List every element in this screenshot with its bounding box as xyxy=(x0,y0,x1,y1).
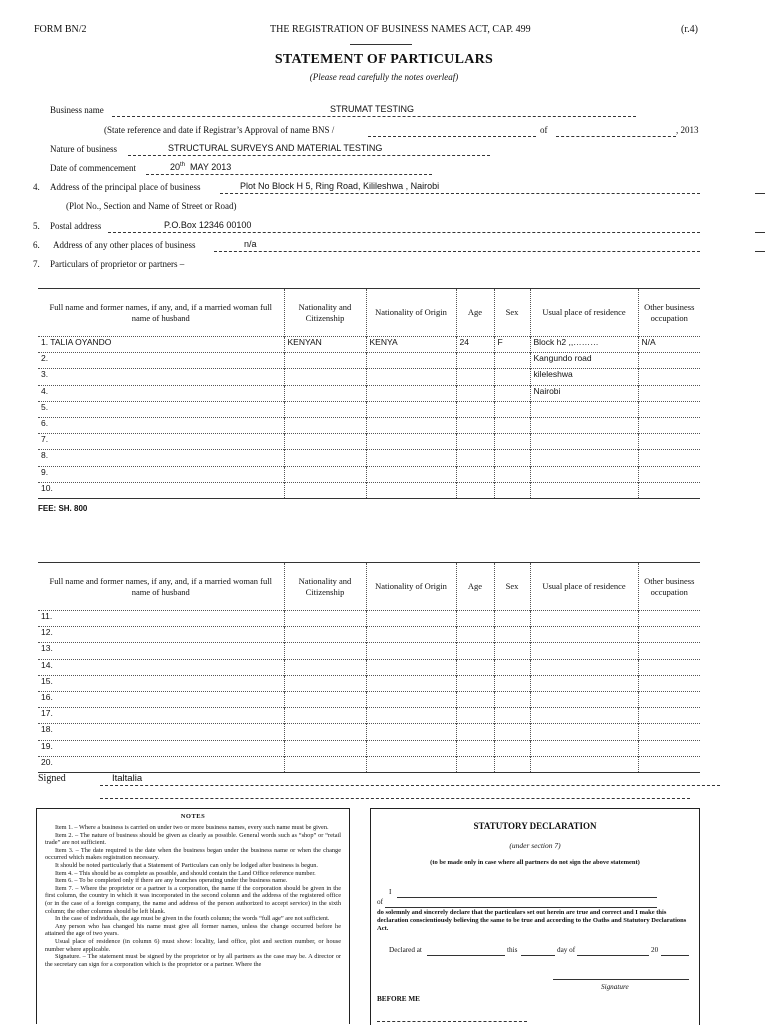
table-row xyxy=(38,708,700,724)
table-cell-age[interactable] xyxy=(456,627,494,643)
table-cell-occupation[interactable] xyxy=(638,724,700,740)
commencement-suffix: th xyxy=(180,162,186,168)
table-cell-sex[interactable] xyxy=(494,353,530,369)
notes-paragraph: Signature. – The statement must be signed by the proprietor or by all partners as the case may be. A director or the secretary can sign for a corporation which is the proprietor or a partner. Where the xyxy=(45,953,341,968)
col-header-occupation: Other business occupation xyxy=(638,289,700,337)
table-row xyxy=(38,450,700,466)
declaration-box xyxy=(370,808,700,1025)
table-cell-name[interactable]: 16. xyxy=(38,691,284,707)
table-cell-sex[interactable] xyxy=(494,627,530,643)
table-cell-residence[interactable]: Nairobi xyxy=(530,385,638,401)
col-header-nationality: Nationality and Citizenship xyxy=(284,563,366,611)
table-cell-age[interactable] xyxy=(456,643,494,659)
table-cell-residence[interactable] xyxy=(530,724,638,740)
table-cell-age[interactable] xyxy=(456,756,494,772)
table-cell-age[interactable] xyxy=(456,675,494,691)
table-cell-residence[interactable] xyxy=(530,659,638,675)
table-cell-origin[interactable] xyxy=(366,756,456,772)
table-cell-sex[interactable] xyxy=(494,756,530,772)
table-cell-sex[interactable] xyxy=(494,740,530,756)
table-cell-age[interactable] xyxy=(456,659,494,675)
table-cell-nationality[interactable] xyxy=(284,450,366,466)
table-cell-residence[interactable] xyxy=(530,740,638,756)
table-cell-sex[interactable] xyxy=(494,708,530,724)
col-header-name: Full name and former names, if any, and, if a married woman full name of husband xyxy=(49,301,272,323)
notes-paragraph: Item 3. – The date required is the date when the business began under the business name or when the change occurred which makes registration necessary. xyxy=(45,846,341,862)
fee-label: FEE: SH. 800 xyxy=(38,504,88,513)
table-cell-sex[interactable] xyxy=(494,643,530,659)
table-cell-residence[interactable]: Kangundo road xyxy=(530,353,638,369)
col-header-occupation: Other business occupation xyxy=(638,563,700,611)
notes-paragraph: Item 1. – Where a business is carried on under two or more business names, every such name must be given. xyxy=(55,824,329,831)
declaration-section: (under section 7) xyxy=(509,841,561,850)
table-cell-nationality[interactable] xyxy=(284,466,366,482)
declaration-instruction: (to be made only in case where all partners do not sign the above statement) xyxy=(430,859,640,866)
table-row xyxy=(38,353,700,369)
table-cell-sex[interactable] xyxy=(494,369,530,385)
partners-table-1 xyxy=(38,288,700,499)
table-row xyxy=(38,337,700,353)
notes-paragraph: Usual place of residence (in column 6) must show: locality, land office, plot and section number, or house number where applicable. xyxy=(45,937,341,953)
table-cell-residence[interactable] xyxy=(530,756,638,772)
table-cell-name[interactable]: 17. xyxy=(38,708,284,724)
table-cell-nationality[interactable] xyxy=(284,482,366,498)
table-cell-nationality[interactable] xyxy=(284,434,366,450)
table-cell-origin[interactable] xyxy=(366,401,456,417)
table-row xyxy=(38,643,700,659)
declaration-i-label: I xyxy=(389,888,392,896)
table-cell-nationality[interactable] xyxy=(284,385,366,401)
table-row xyxy=(38,691,700,707)
postal-number: 5. xyxy=(33,221,40,231)
table-row xyxy=(38,466,700,482)
table-cell-nationality[interactable] xyxy=(284,627,366,643)
table-row xyxy=(38,627,700,643)
table-cell-origin[interactable]: KENYA xyxy=(366,337,456,353)
declaration-title: STATUTORY DECLARATION xyxy=(473,821,597,831)
table-cell-name[interactable]: 11. xyxy=(38,611,284,627)
before-me-label: BEFORE ME xyxy=(377,995,420,1003)
table-cell-residence[interactable] xyxy=(530,643,638,659)
table-cell-nationality[interactable]: KENYAN xyxy=(284,337,366,353)
table-cell-sex[interactable] xyxy=(494,611,530,627)
other-places-number: 6. xyxy=(33,240,40,250)
table-cell-nationality[interactable] xyxy=(284,353,366,369)
table-cell-sex[interactable] xyxy=(494,450,530,466)
table-cell-occupation[interactable] xyxy=(638,691,700,707)
table-cell-sex[interactable] xyxy=(494,385,530,401)
table-cell-occupation[interactable] xyxy=(638,740,700,756)
col-header-nationality: Nationality and Citizenship xyxy=(284,289,366,337)
notes-paragraph: Item 7. – Where the proprietor or a partner is a corporation, the name if the corporation should be given in the first column, the country in which it was incorporated in the second column and the address of the registered office (or in the case of a foreign company, the name and address of the person authorized to accept service) in the sixth column; the other columns should be left blank. xyxy=(45,884,341,915)
table-row xyxy=(38,385,700,401)
table-cell-occupation[interactable] xyxy=(638,434,700,450)
other-places-label: Address of any other places of business xyxy=(53,240,196,250)
nature-label: Nature of business xyxy=(50,144,117,154)
table-cell-origin[interactable] xyxy=(366,740,456,756)
table-cell-origin[interactable] xyxy=(366,691,456,707)
notes-paragraph: It should be noted particularly that a Statement of Particulars can only be lodged after business is begun. xyxy=(55,861,318,869)
table-cell-age[interactable] xyxy=(456,611,494,627)
table-cell-nationality[interactable] xyxy=(284,740,366,756)
table-cell-occupation[interactable] xyxy=(638,450,700,466)
table-cell-age[interactable] xyxy=(456,434,494,450)
table-row xyxy=(38,369,700,385)
table-cell-residence[interactable] xyxy=(530,482,638,498)
table-cell-residence[interactable]: kileleshwa xyxy=(530,369,638,385)
notes-paragraph: In the case of individuals, the age must be given in the fourth column; the words “full age” are not sufficient. xyxy=(55,915,330,923)
table-cell-nationality[interactable] xyxy=(284,417,366,433)
table-row xyxy=(38,756,700,772)
rule-reference: (r.4) xyxy=(681,24,698,35)
table-cell-origin[interactable] xyxy=(366,385,456,401)
table-cell-nationality[interactable] xyxy=(284,369,366,385)
table-cell-name[interactable]: 5. xyxy=(38,401,284,417)
table-cell-name[interactable]: 20. xyxy=(38,756,284,772)
table-cell-occupation[interactable] xyxy=(638,385,700,401)
table-cell-sex[interactable] xyxy=(494,724,530,740)
day-of-label: day of xyxy=(557,946,576,954)
table-cell-occupation[interactable] xyxy=(638,675,700,691)
particulars-number: 7. xyxy=(33,259,40,269)
table-cell-residence[interactable] xyxy=(530,708,638,724)
col-header-origin: Nationality of Origin xyxy=(366,563,456,611)
col-header-name: Full name and former names, if any, and, if a married woman full name of husband xyxy=(49,575,272,597)
table-cell-residence[interactable] xyxy=(530,466,638,482)
table-cell-age[interactable] xyxy=(456,369,494,385)
table-cell-origin[interactable] xyxy=(366,450,456,466)
table-cell-residence[interactable] xyxy=(530,450,638,466)
notes-body xyxy=(45,824,341,968)
table-cell-sex[interactable] xyxy=(494,482,530,498)
notes-title: NOTES xyxy=(180,813,206,820)
particulars-label: Particulars of proprietor or partners – xyxy=(50,259,185,269)
postal-label: Postal address xyxy=(50,221,102,231)
table-cell-name[interactable]: 3. xyxy=(38,369,284,385)
table-cell-name[interactable]: 15. xyxy=(38,675,284,691)
table-cell-occupation[interactable] xyxy=(638,417,700,433)
table-cell-residence[interactable] xyxy=(530,675,638,691)
partners-table-2 xyxy=(38,562,700,773)
table-row xyxy=(38,417,700,433)
table-cell-name[interactable]: 7. xyxy=(38,434,284,450)
table-cell-age[interactable] xyxy=(456,385,494,401)
table-cell-origin[interactable] xyxy=(366,643,456,659)
table-row xyxy=(38,482,700,498)
table-cell-origin[interactable] xyxy=(366,659,456,675)
table-cell-age[interactable] xyxy=(456,708,494,724)
table-cell-origin[interactable] xyxy=(366,482,456,498)
year-label: 20 xyxy=(651,946,659,954)
table-row xyxy=(38,675,700,691)
table-cell-age[interactable] xyxy=(456,724,494,740)
table-cell-occupation[interactable] xyxy=(638,643,700,659)
table-cell-name[interactable]: 14. xyxy=(38,659,284,675)
table-cell-occupation[interactable] xyxy=(638,659,700,675)
table-cell-nationality[interactable] xyxy=(284,724,366,740)
signed-label: Signed xyxy=(38,773,66,784)
table-cell-origin[interactable] xyxy=(366,708,456,724)
table-cell-sex[interactable] xyxy=(494,466,530,482)
table-cell-sex[interactable] xyxy=(494,691,530,707)
form-number: FORM BN/2 xyxy=(34,24,87,35)
address-value[interactable]: Plot No Block H 5, Ring Road, Kilileshwa , Nairobi xyxy=(240,181,440,191)
table-cell-nationality[interactable] xyxy=(284,401,366,417)
nature-value[interactable]: STRUCTURAL SURVEYS AND MATERIAL TESTING xyxy=(168,143,383,153)
table-cell-name[interactable]: 4. xyxy=(38,385,284,401)
page-subtitle: (Please read carefully the notes overleaf) xyxy=(309,72,459,82)
table-cell-age[interactable] xyxy=(456,450,494,466)
business-name-value[interactable]: STRUMAT TESTING xyxy=(330,104,415,114)
table-cell-name[interactable]: 9. xyxy=(38,466,284,482)
commencement-value[interactable] xyxy=(170,162,231,172)
signature-label: Signature xyxy=(601,983,629,991)
reference-label: (State reference and date if Registrar’s Approval of name BNS / xyxy=(104,125,335,135)
table-cell-occupation[interactable] xyxy=(638,482,700,498)
table-cell-origin[interactable] xyxy=(366,466,456,482)
table-cell-nationality[interactable] xyxy=(284,691,366,707)
table-cell-sex[interactable]: F xyxy=(494,337,530,353)
table-cell-nationality[interactable] xyxy=(284,643,366,659)
table-cell-occupation[interactable] xyxy=(638,466,700,482)
table-cell-origin[interactable] xyxy=(366,627,456,643)
table-row xyxy=(38,740,700,756)
col-header-age: Age xyxy=(456,289,494,337)
table-cell-sex[interactable] xyxy=(494,417,530,433)
notes-paragraph: Item 2. – The nature of business should be given as clearly as possible. General words such as “shop” or “retail trade” are not sufficient. xyxy=(45,831,341,847)
table-cell-name[interactable]: 19. xyxy=(38,740,284,756)
table-cell-nationality[interactable] xyxy=(284,611,366,627)
table-cell-name[interactable]: 12. xyxy=(38,627,284,643)
table-cell-origin[interactable] xyxy=(366,417,456,433)
declaration-of-label: of xyxy=(377,898,383,906)
notes-paragraph: Any person who has changed his name must give all former names, unless the change occurred before he attained the age of two years. xyxy=(45,922,341,938)
commencement-day: 20 xyxy=(170,162,181,172)
address-label: Address of the principal place of business xyxy=(50,182,201,192)
table-cell-occupation[interactable] xyxy=(638,708,700,724)
table-cell-residence[interactable] xyxy=(530,417,638,433)
table-cell-nationality[interactable] xyxy=(284,659,366,675)
notes-paragraph: Item 6. – To be completed only if there are any branches operating under the business name. xyxy=(55,877,288,885)
table-cell-occupation[interactable] xyxy=(638,369,700,385)
table-row xyxy=(38,434,700,450)
reference-year: , 2013 xyxy=(676,125,699,135)
col-header-sex: Sex xyxy=(494,563,530,611)
signed-value[interactable]: Italtalia xyxy=(112,773,143,784)
table-cell-nationality[interactable] xyxy=(284,708,366,724)
table-cell-age[interactable] xyxy=(456,353,494,369)
col-header-sex: Sex xyxy=(494,289,530,337)
table-cell-residence[interactable] xyxy=(530,401,638,417)
table-row xyxy=(38,659,700,675)
table-cell-occupation[interactable]: N/A xyxy=(638,337,700,353)
postal-value[interactable]: P.O.Box 12346 00100 xyxy=(164,220,252,230)
table-row xyxy=(38,401,700,417)
col-header-residence: Usual place of residence xyxy=(530,563,638,611)
commencement-label: Date of commencement xyxy=(50,163,136,173)
table-cell-nationality[interactable] xyxy=(284,756,366,772)
declared-at-label: Declared at xyxy=(389,946,422,954)
table-cell-age[interactable] xyxy=(456,482,494,498)
table-cell-residence[interactable] xyxy=(530,611,638,627)
address-number: 4. xyxy=(33,182,40,192)
table-cell-residence[interactable] xyxy=(530,627,638,643)
table-cell-origin[interactable] xyxy=(366,434,456,450)
reference-of: of xyxy=(540,125,548,135)
table-cell-origin[interactable] xyxy=(366,369,456,385)
table-cell-sex[interactable] xyxy=(494,434,530,450)
table-cell-residence[interactable] xyxy=(530,434,638,450)
table-row xyxy=(38,724,700,740)
notes-box xyxy=(36,808,350,1024)
table-cell-origin[interactable] xyxy=(366,611,456,627)
table-cell-nationality[interactable] xyxy=(284,675,366,691)
other-places-value[interactable]: n/a xyxy=(244,239,257,249)
table-cell-name[interactable]: 1. TALIA OYANDO xyxy=(38,337,284,353)
address-hint: (Plot No., Section and Name of Street or Road) xyxy=(66,201,237,211)
table-cell-name[interactable]: 18. xyxy=(38,724,284,740)
table-cell-occupation[interactable] xyxy=(638,756,700,772)
declaration-body: do solemnly and sincerely declare that the particulars set out herein are true and correct and I make this declaration conscientiously believing the same to be true and according to the Oaths and Statutory Declarations Act. xyxy=(377,909,687,932)
table-cell-sex[interactable] xyxy=(494,659,530,675)
table-cell-name[interactable]: 2. xyxy=(38,353,284,369)
business-name-label: Business name xyxy=(50,105,104,115)
table-cell-name[interactable]: 8. xyxy=(38,450,284,466)
page-title: STATEMENT OF PARTICULARS xyxy=(274,52,494,67)
col-header-residence: Usual place of residence xyxy=(530,289,638,337)
table-cell-residence[interactable]: Block h2 ,,……… xyxy=(530,337,638,353)
table-cell-age[interactable] xyxy=(456,691,494,707)
table-cell-origin[interactable] xyxy=(366,675,456,691)
table-cell-residence[interactable] xyxy=(530,691,638,707)
table-cell-sex[interactable] xyxy=(494,401,530,417)
table-cell-age[interactable] xyxy=(456,401,494,417)
table-cell-occupation[interactable] xyxy=(638,627,700,643)
table-cell-origin[interactable] xyxy=(366,353,456,369)
table-cell-occupation[interactable] xyxy=(638,353,700,369)
this-label: this xyxy=(507,946,518,954)
table-cell-age[interactable] xyxy=(456,466,494,482)
table-cell-sex[interactable] xyxy=(494,675,530,691)
table-cell-age[interactable] xyxy=(456,740,494,756)
col-header-origin: Nationality of Origin xyxy=(366,289,456,337)
table-cell-name[interactable]: 10. xyxy=(38,482,284,498)
act-title: THE REGISTRATION OF BUSINESS NAMES ACT, CAP. 499 xyxy=(270,24,531,35)
table-cell-age[interactable]: 24 xyxy=(456,337,494,353)
table-cell-origin[interactable] xyxy=(366,724,456,740)
table-cell-occupation[interactable] xyxy=(638,611,700,627)
table-cell-name[interactable]: 13. xyxy=(38,643,284,659)
commencement-month: MAY 2013 xyxy=(190,162,232,172)
notes-paragraph: Item 4. – This should be as complete as possible, and should contain the Land Office reference number. xyxy=(55,869,316,877)
table-cell-age[interactable] xyxy=(456,417,494,433)
table-row xyxy=(38,611,700,627)
table-cell-occupation[interactable] xyxy=(638,401,700,417)
col-header-age: Age xyxy=(456,563,494,611)
table-cell-name[interactable]: 6. xyxy=(38,417,284,433)
